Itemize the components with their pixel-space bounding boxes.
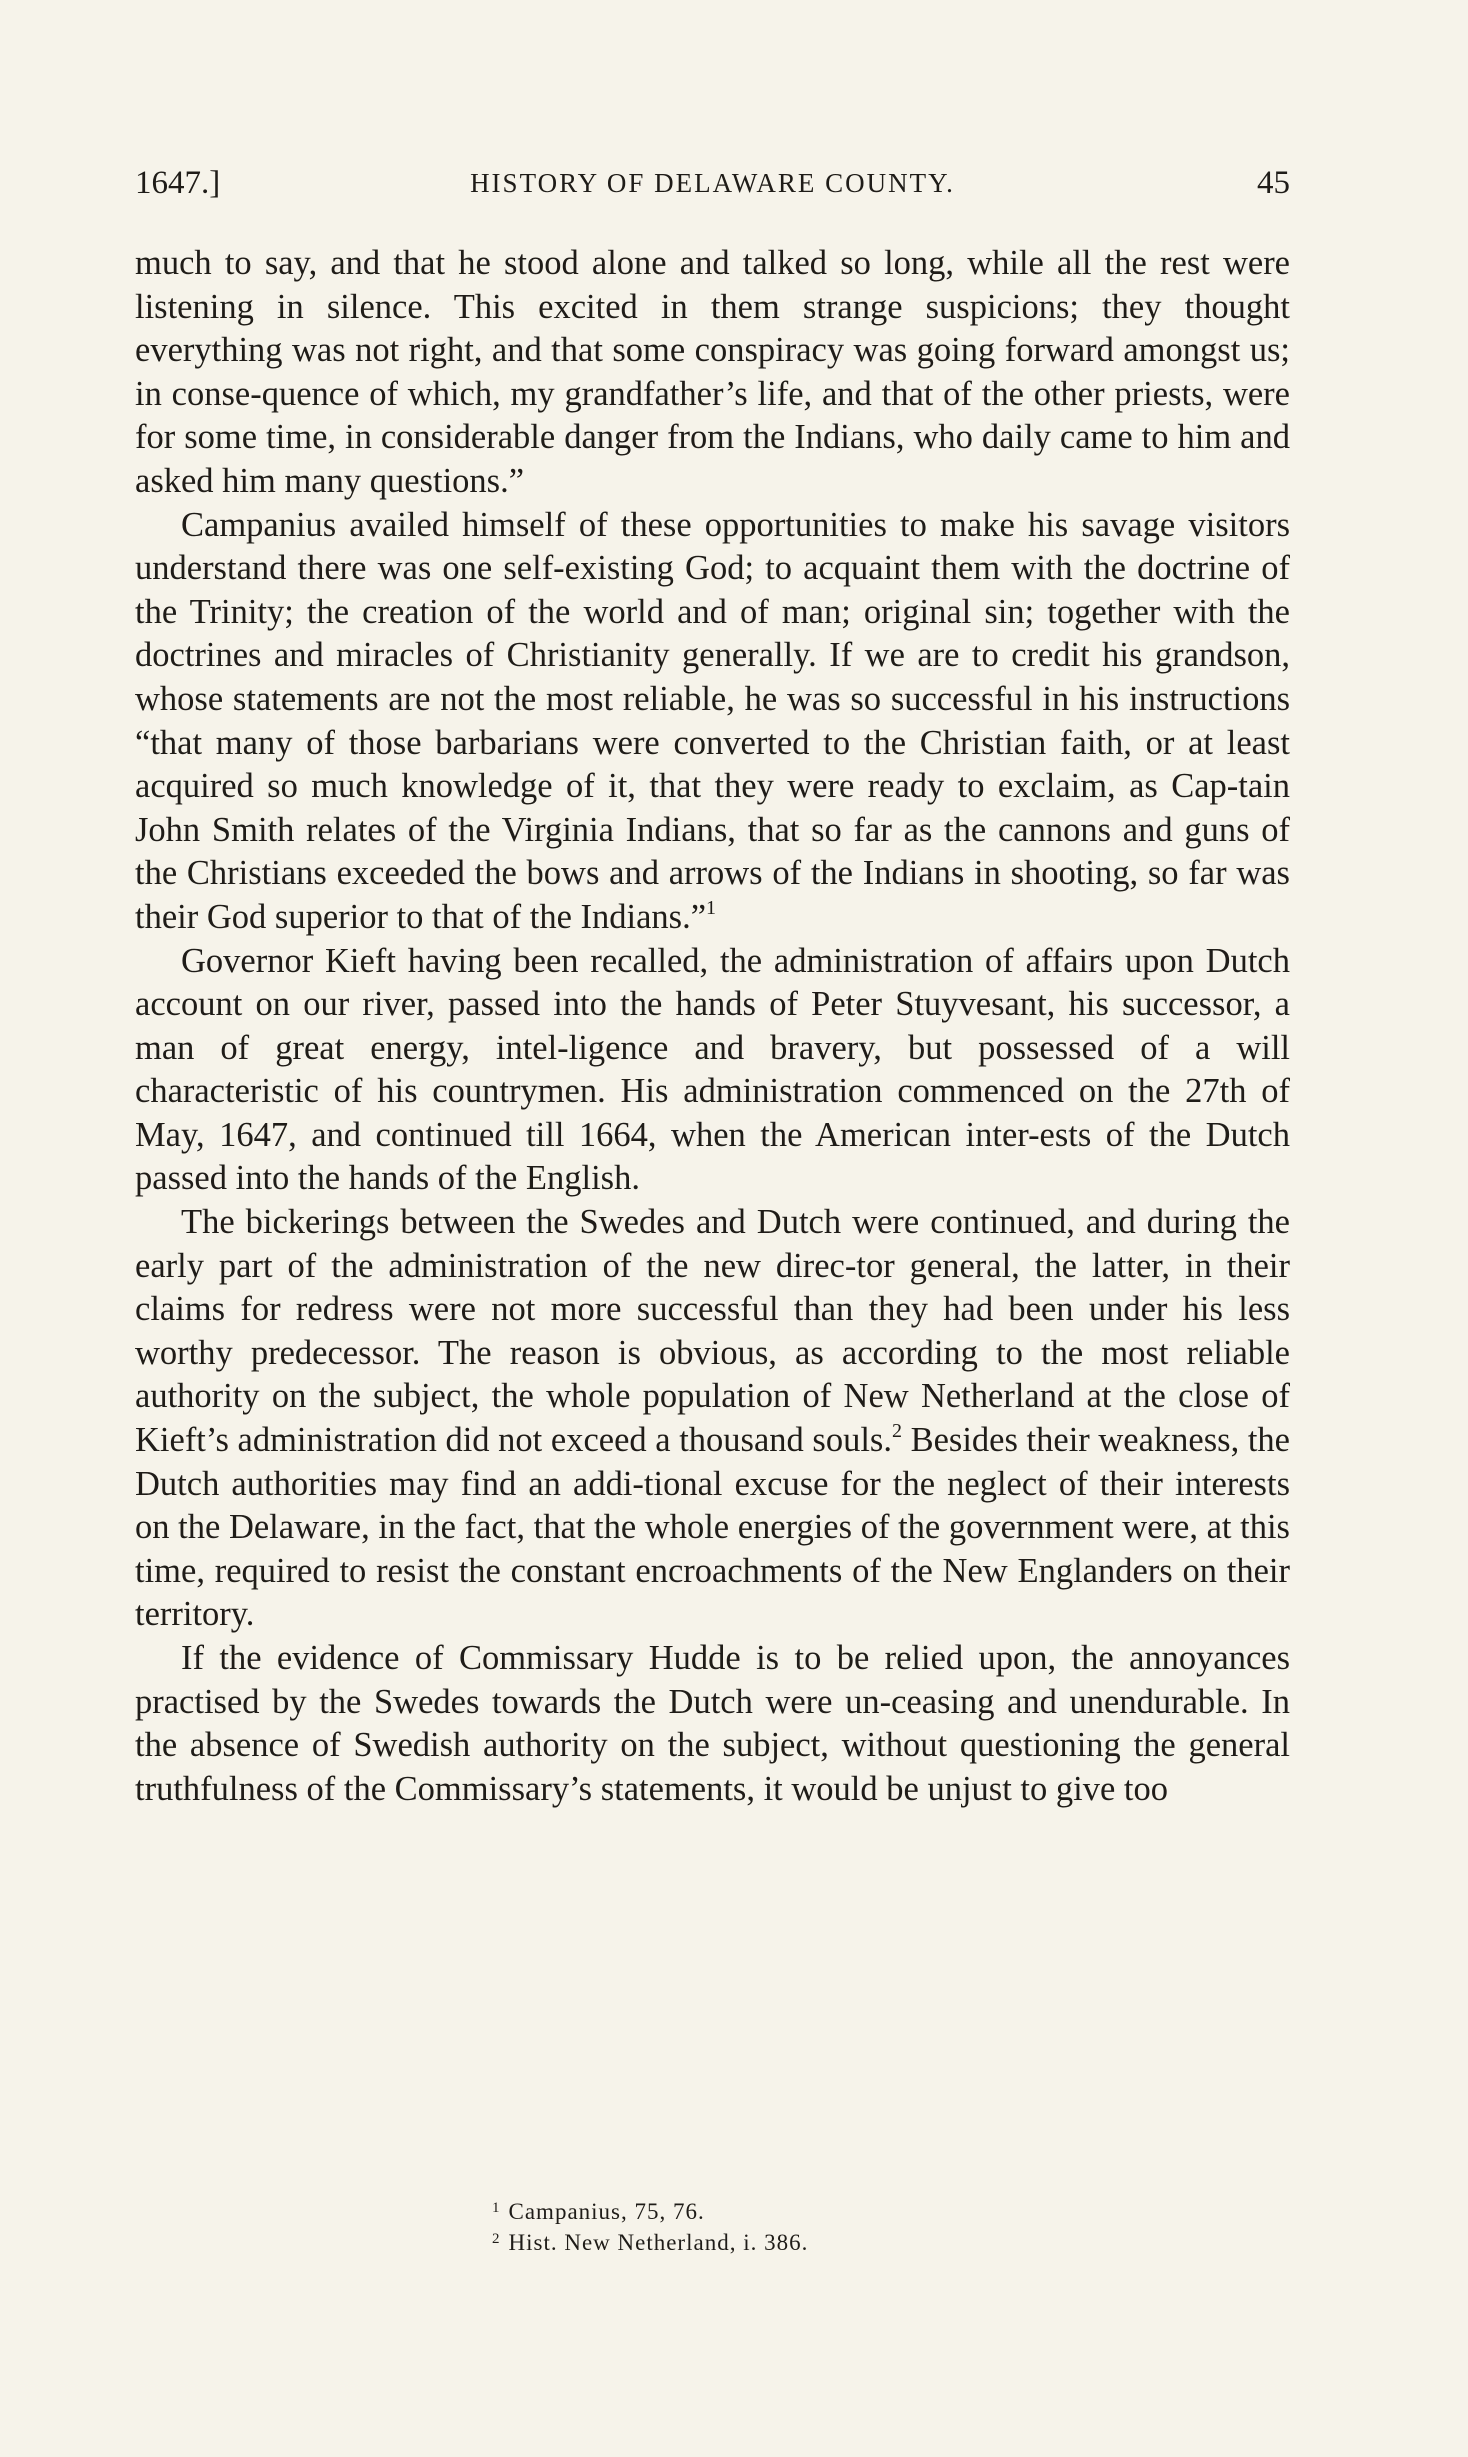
header-title: HISTORY OF DELAWARE COUNTY. [470,168,955,198]
paragraph-text: Besides their weakness, the Dutch authorities may find an addi-tional excuse for the neglect of their interests on the Delaware, in the fact, that the whole energies of the government were, at this time, required to resist the constant encroachments of the New Englanders on their territory. [135,1421,1290,1634]
paragraph [135,940,1290,1202]
footnote [492,2227,1192,2258]
page-number: 45 [1257,165,1290,201]
paragraph [135,1637,1290,1811]
header-year: 1647.] [135,165,221,201]
footnote-text: Hist. New Netherland, i. 386. [508,2230,809,2255]
paragraph [135,504,1290,940]
paragraph [135,242,1290,504]
paragraph [135,1201,1290,1637]
paragraph-text: much to say, and that he stood alone and talked so long, while all the rest were listening in silence. This excited in them strange suspicions; they thought everything was not right, and that some conspiracy was going forward amongst us; in conse-quence of which, my grandfather’s life, and that of the other priests, were for some time, in considerable danger from the Indians, who daily came to him and asked him many questions.” [135,244,1290,500]
running-header [135,160,1290,206]
footnotes [492,2196,1192,2258]
paragraph-text: Campanius availed himself of these opportunities to make his savage visitors understand there was one self-existing God; to acquaint them with the doctrine of the Trinity; the creation of the world and of man; original sin; together with the doctrines and miracles of Christianity generally. If we are to credit his grandson, whose statements are not the most reliable, he was so successful in his instructions “that many of those barbarians were converted to the Christian faith, or at least acquired so much knowledge of it, that they were ready to exclaim, as Cap-tain John Smith relates of the Virginia Indians, that so far as the cannons and guns of the Christians exceeded the bows and arrows of the Indians in shooting, so far was their God superior to that of the Indians.” [135,505,1290,936]
footnote-mark: 2 [492,2231,501,2247]
paragraph-text: If the evidence of Commissary Hudde is to be relied upon, the annoyances practised by the Swedes towards the Dutch were un-ceasing and unendurable. In the absence of Swedish authority on the subject, without questioning the general truthfulness of the Commissary’s statements, it would be unjust to give too [135,1639,1290,1808]
paragraph-text: Governor Kieft having been recalled, the administration of affairs upon Dutch account on our river, passed into the hands of Peter Stuyvesant, his successor, a man of great energy, intel-ligence and bravery, but possessed of a will characteristic of his countrymen. His administration commenced on the 27th of May, 1647, and continued till 1664, when the American inter-ests of the Dutch passed into the hands of the English. [135,941,1290,1198]
footnote-mark: 1 [492,2200,501,2216]
paragraph-text: The bickerings between the Swedes and Dutch were continued, and during the early part of the administration of the new direc-tor general, the latter, in their claims for redress were not more successful than they had been under his less worthy predecessor. The reason is obvious, as according to the most reliable authority on the subject, the whole population of New Netherland at the close of Kieft’s administration did not exceed a thousand souls. [135,1203,1290,1460]
footnote [492,2196,1192,2227]
footnote-reference: 2 [891,1420,902,1443]
footnote-text: Campanius, 75, 76. [508,2199,705,2224]
footnote-reference: 1 [706,896,717,919]
body-text [135,242,1290,1811]
